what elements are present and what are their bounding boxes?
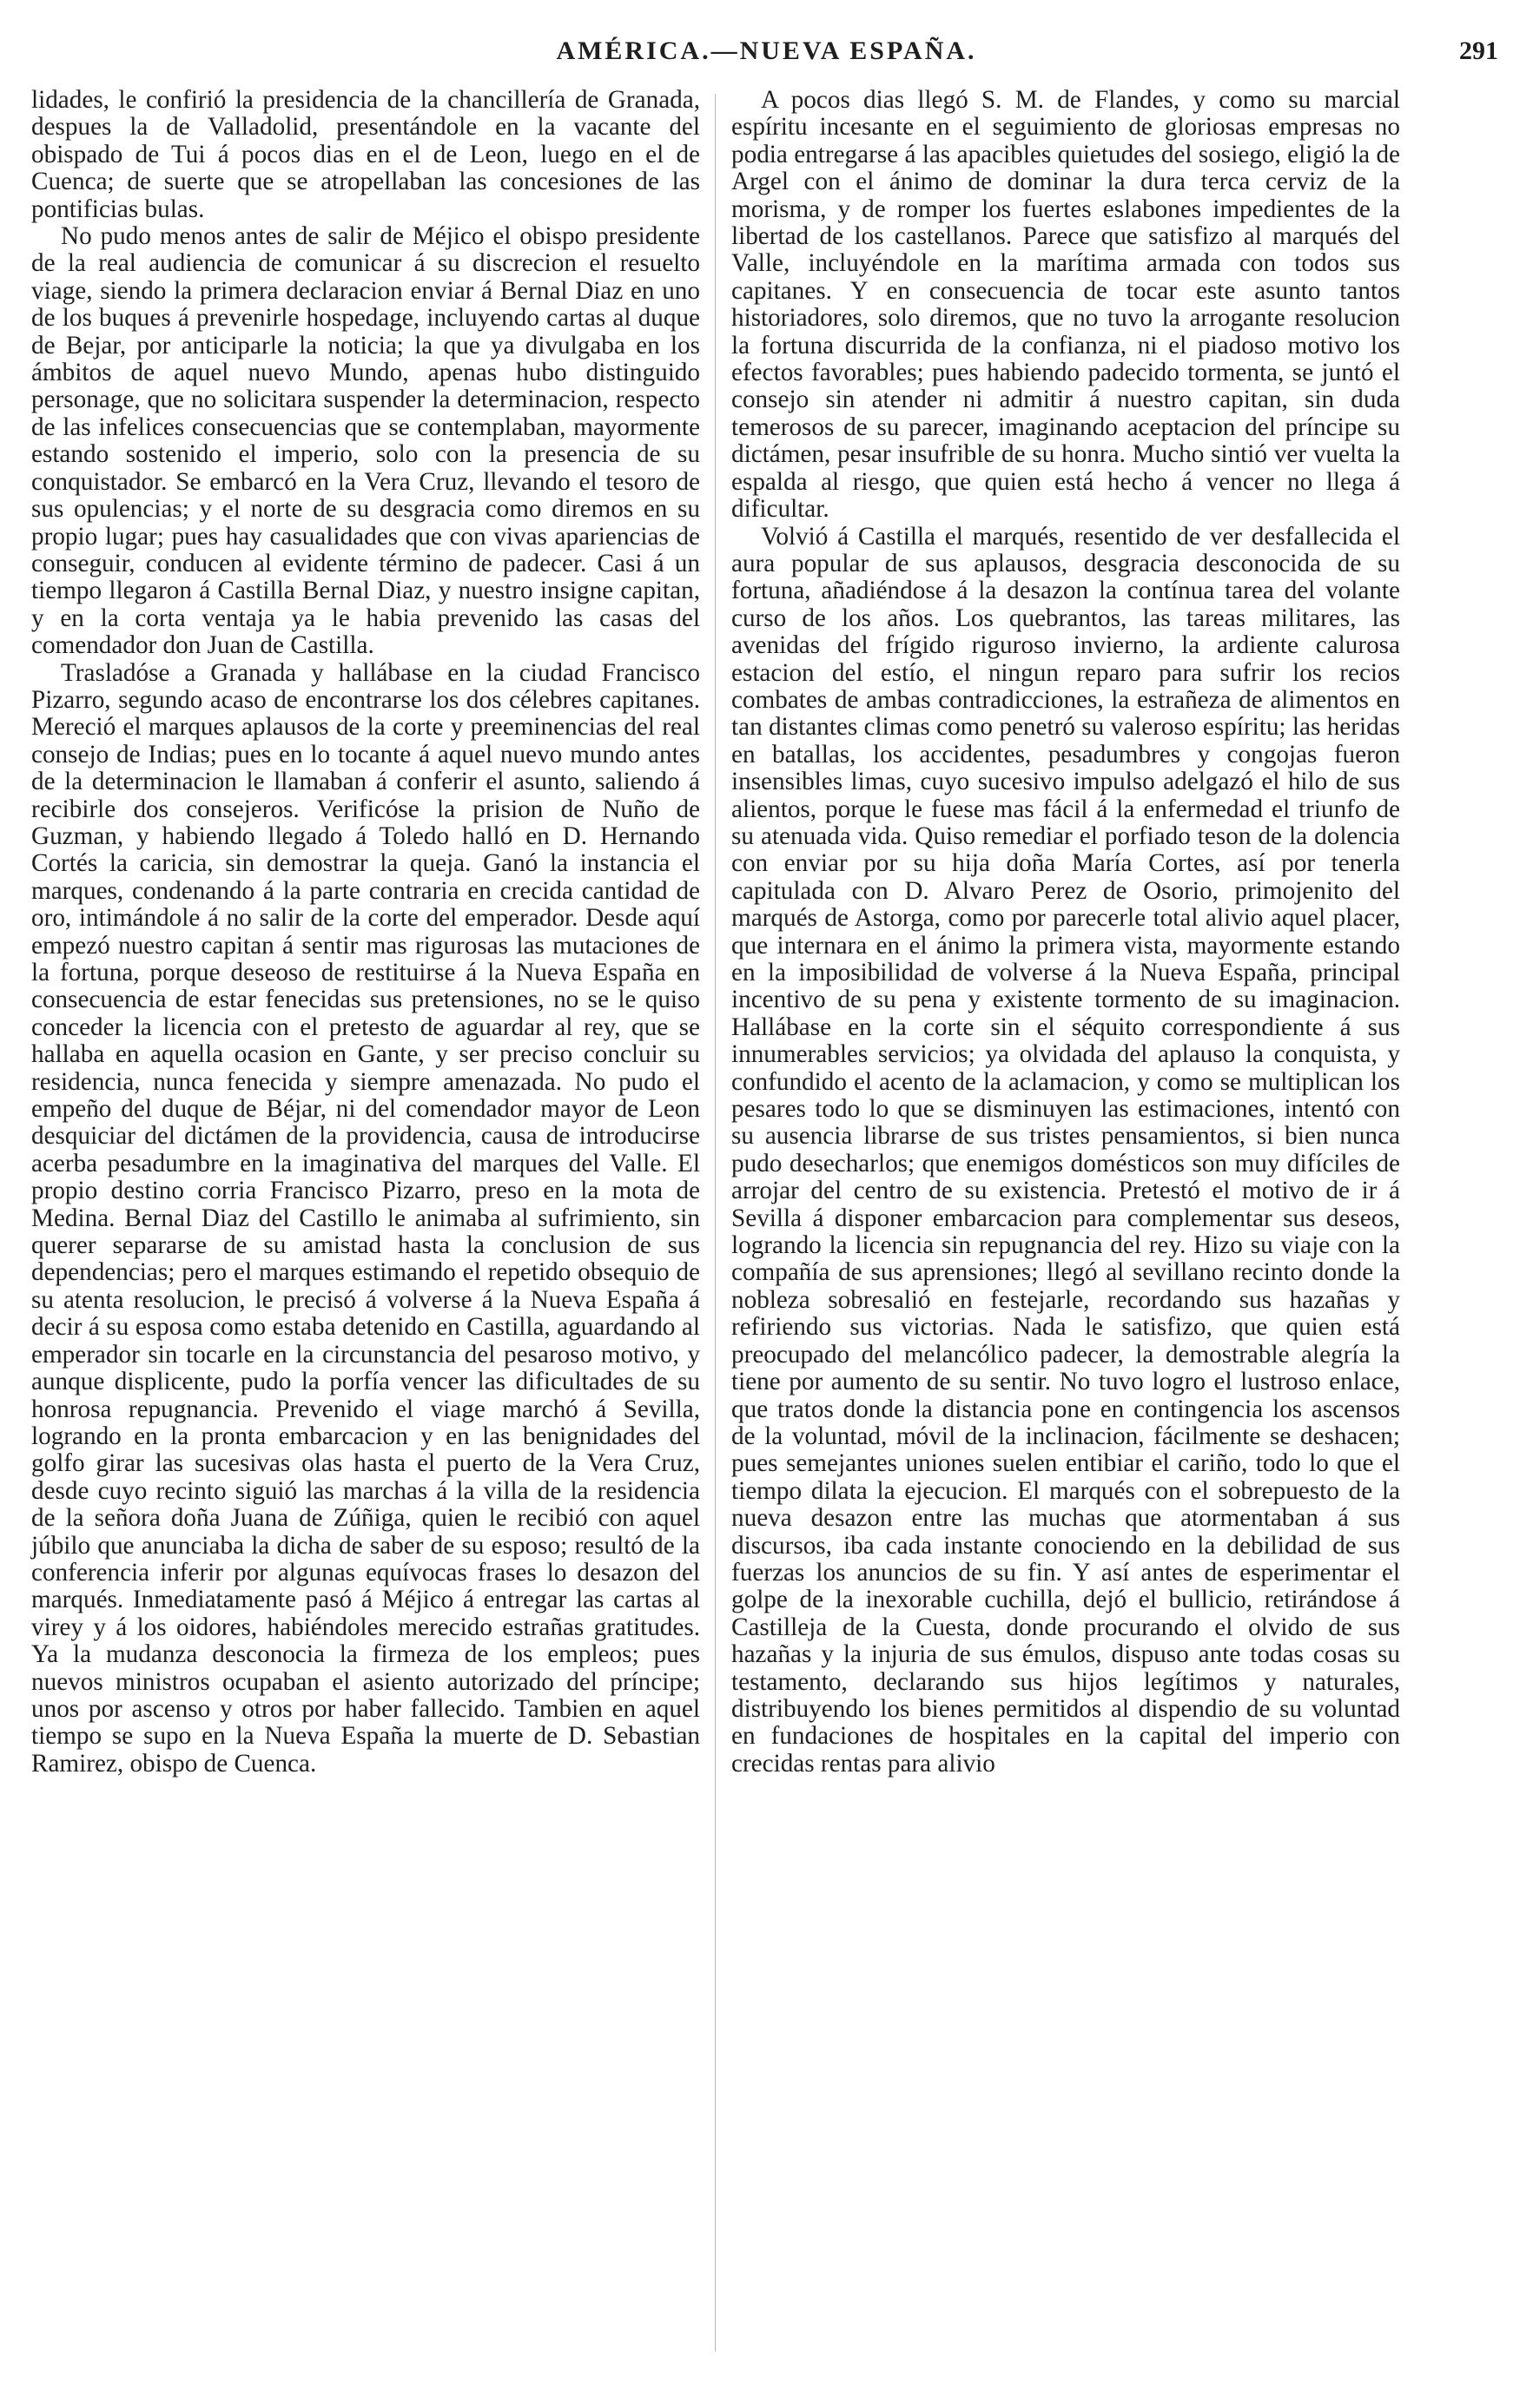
page-number: 291 — [1459, 36, 1498, 65]
left-column — [31, 87, 700, 1778]
paragraph: A pocos dias llegó S. M. de Flandes, y como su marcial espíritu incesante en el seguimiento de gloriosas empresas no podia entregarse á las apacibles quietudes del sosiego, eligió la de Argel con el ánimo de dominar la dura terca cerviz de la morisma, y de romper los fuertes eslabones impedientes de la libertad de los castellanos. Parece que satisfizo al marqués del Valle, incluyéndole en la marítima armada con todos sus capitanes. Y en consecuencia de tocar este asunto tantos historiadores, solo diremos, que no tuvo la arrogante resolucion la fortuna discurrida de la confianza, ni el piadoso motivo los efectos favorables; pues habiendo padecido tormenta, se juntó el consejo sin atender ni admitir á nuestro capitan, sin duda temerosos de su parecer, imaginando aceptacion del príncipe su dictámen, pesar insufrible de su honra. Mucho sintió ver vuelta la espalda al riesgo, que quien está hecho á vencer no llega á dificultar. — [731, 86, 1400, 524]
right-column — [731, 87, 1400, 1778]
paragraph: Volvió á Castilla el marqués, resentido de ver desfallecida el aura popular de sus aplausos, desgracia desconocida de su fortuna, añadiéndose á la desazon la contínua tarea del volante curso de los años. Los quebrantos, las tareas militares, las avenidas del frígido riguroso invierno, la ardiente calurosa estacion del estío, el ningun reparo para sufrir los recios combates de ambas contradicciones, la estrañeza de alimentos en tan distantes climas como penetró su valeroso espíritu; las heridas en batallas, los accidentes, pesadumbres y congojas fueron insensibles limas, cuyo sucesivo impulso adelgazó el hilo de sus alientos, porque le fuese mas fácil á la enfermedad el triunfo de su atenuada vida. Quiso remediar el porfiado teson de la dolencia con enviar por su hija doña María Cortes, así por tenerla capitulada con D. Alvaro Perez de Osorio, primojenito del marqués de Astorga, como por parecerle total alivio aquel placer, que internara en el ánimo la primera vista, mayormente estando en la imposibilidad de volverse á la Nueva España, principal incentivo de su pena y existente tormento de su imaginacion. Hallábase en la corte sin el séquito correspondiente á sus innumerables servicios; ya olvidada del aplauso la conquista, y confundido el acento de la aclamacion, y como se multiplican los pesares todo lo que se disminuyen las estimaciones, intentó con su ausencia librarse de sus tristes pensamientos, si bien nunca pudo desecharlos; que enemigos domésticos son muy difíciles de arrojar del centro de su existencia. Pretestó el motivo de ir á Sevilla á disponer embarcacion para complementar sus deseos, logrando la licencia sin repugnancia del rey. Hizo su viaje con la compañía de sus aprensiones; llegó al sevillano recinto donde la nobleza sobresalió en festejarle, recordando sus hazañas y refiriendo sus victorias. Nada le satisfizo, que quien está preocupado del melancólico padecer, la demostrable alegría la tiene por aumento de su sentir. No tuvo logro el lustroso enlace, que tratos donde la distancia pone en contingencia los ascensos de la voluntad, móvil de la inclinacion, fácilmente se deshacen; pues semejantes uniones suelen entibiar el cariño, todo lo que el tiempo dilata la ejecucion. El marqués con el sobrepuesto de la nueva desazon entre las muchas que atormentaban á sus discursos, iba cada instante conociendo en la debilidad de sus fuerzas los anuncios de su fin. Y así antes de esperimentar el golpe de la inexorable cuchilla, dejó el bullicio, retirándose á Castilleja de la Cuesta, donde procurando el olvido de sus hazañas y la injuria de sus émulos, dispuso ante todas cosas su testamento, declarando sus hijos legítimos y naturales, distribuyendo los bienes permitidos al dispendio de su voluntad en fundaciones de hospitales en la capital del imperio con crecidas rentas para alivio — [731, 522, 1400, 1778]
page-header — [35, 36, 1498, 78]
paragraph: Trasladóse a Granada y hallábase en la ciudad Francisco Pizarro, segundo acaso de encontrarse los dos célebres capitanes. Mereció el marques aplausos de la corte y preeminencias del real consejo de Indias; pues en lo tocante á aquel nuevo mundo antes de la determinacion le llamaban á conferir el asunto, saliendo á recibirle dos consejeros. Verificóse la prision de Nuño de Guzman, y habiendo llegado á Toledo halló en D. Hernando Cortés la caricia, sin demostrar la queja. Ganó la instancia el marques, condenando á la parte contraria en crecida cantidad de oro, intimándole á no salir de la corte del emperador. Desde aquí empezó nuestro capitan á sentir mas rigurosas las mutaciones de la fortuna, porque deseoso de restituirse á la Nueva España en consecuencia de estar fenecidas sus pretensiones, no se le quiso conceder la licencia con el pretesto de aguardar al rey, que se hallaba en aquella ocasion en Gante, y ser preciso concluir su residencia, nunca fenecida y siempre amenazada. No pudo el empeño del duque de Béjar, ni del comendador mayor de Leon desquiciar del dictámen de la providencia, causa de introducirse acerba pesadumbre en la imaginativa del marques del Valle. El propio destino corria Francisco Pizarro, preso en la mota de Medina. Bernal Diaz del Castillo le animaba al sufrimiento, sin querer separarse de su amistad hasta la conclusion de sus dependencias; pero el marques estimando el repetido obsequio de su atenta resolucion, le precisó á volverse á la Nueva España á decir á su esposa como estaba detenido en Castilla, aguardando al emperador sin tocarle en la circunstancia del pesaroso motivo, y aunque displicente, pudo la porfía vencer las dificultades de su honrosa repugnancia. Prevenido el viage marchó á Sevilla, logrando en la pronta embarcacion y en las benignidades del golfo girar las sucesivas olas hasta el puerto de la Vera Cruz, desde cuyo recinto siguió las marchas á la villa de la residencia de la señora doña Juana de Zúñiga, quien le recibió con aquel júbilo que anunciaba la dicha de saber de su esposo; resultó de la conferencia inferir por algunas equívocas frases lo desazon del marqués. Inmediatamente pasó á Méjico á entregar las cartas al virey y á los oidores, habiéndoles merecido estrañas gratitudes. Ya la mudanza desconocia la firmeza de los empleos; pues nuevos ministros ocupaban el asiento autorizado del príncipe; unos por ascenso y otros por haber fallecido. Tambien en aquel tiempo se supo en la Nueva España la muerte de D. Sebastian Ramirez, obispo de Cuenca. — [31, 658, 700, 1778]
paragraph: No pudo menos antes de salir de Méjico el obispo presidente de la real audiencia de comunicar á su discrecion el resuelto viage, siendo la primera declaracion enviar á Bernal Diaz en uno de los buques á prevenirle hospedage, incluyendo cartas al duque de Bejar, por anticiparle la noticia; la que ya divulgaba en los ámbitos de aquel nuevo Mundo, apenas hubo distinguido personage, que no solicitara suspender la determinacion, respecto de las infelices consecuencias que se contemplaban, mayormente estando sostenido el imperio, solo con la presencia de su conquistador. Se embarcó en la Vera Cruz, llevando el tesoro de sus opulencias; y el norte de su desgracia como diremos en su propio lugar; pues hay casualidades que con vivas apariencias de conseguir, conducen al evidente término de padecer. Casi á un tiempo llegaron á Castilla Bernal Diaz, y nuestro insigne capitan, y en la corta ventaja ya le habia prevenido las casas del comendador don Juan de Castilla. — [31, 222, 700, 660]
running-head: AMÉRICA.—NUEVA ESPAÑA. — [556, 36, 977, 65]
paragraph: lidades, le confirió la presidencia de la chancillería de Granada, despues la de Valladolid, presentándole en la vacante del obispado de Tui á pocos dias en el de Leon, luego en el de Cuenca; de suerte que se atropellaban las concesiones de las pontificias bulas. — [31, 86, 700, 223]
column-divider — [715, 94, 716, 2352]
